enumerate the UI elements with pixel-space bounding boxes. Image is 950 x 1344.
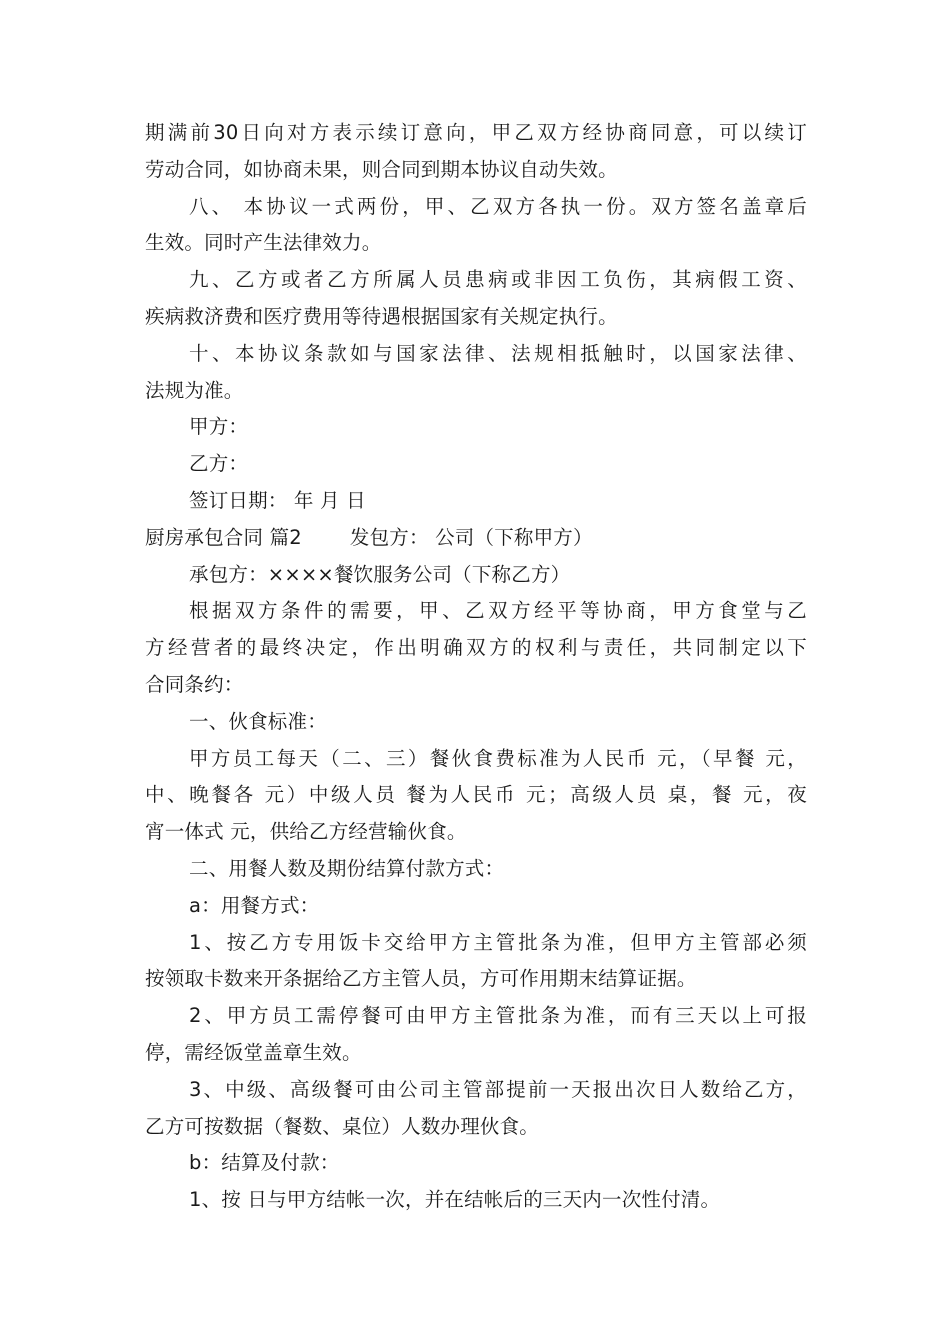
text-line	[145, 262, 807, 299]
line-text: 二、用餐人数及期份结算付款方式：	[189, 856, 505, 880]
line-text: 八、 本协议一式两份，甲、乙双方各执一份。双方签名盖章后	[189, 194, 807, 218]
document-body	[145, 115, 807, 1219]
line-text: 十、本协议条款如与国家法律、法规相抵触时，以国家法律、	[189, 341, 807, 365]
text-line	[145, 667, 807, 704]
text-line	[145, 336, 807, 373]
text-line	[145, 557, 807, 594]
text-line	[145, 777, 807, 814]
text-line	[145, 373, 807, 410]
line-text: 生效。同时产生法律效力。	[145, 231, 382, 255]
text-line	[145, 225, 807, 262]
text-line	[145, 851, 807, 888]
party-label: 发包方： 公司（下称甲方）	[349, 525, 593, 549]
text-line	[145, 630, 807, 667]
line-text: 1、按 日与甲方结帐一次，并在结帐后的三天内一次性付清。	[189, 1188, 721, 1212]
line-text: 签订日期： 年 月 日	[189, 488, 366, 512]
text-line	[145, 741, 807, 778]
line-text: 3、中级、高级餐可由公司主管部提前一天报出次日人数给乙方，	[189, 1077, 807, 1101]
section-heading: 厨房承包合同 篇2	[145, 525, 302, 549]
line-text: 1、按乙方专用饭卡交给甲方主管批条为准，但甲方主管部必须	[189, 930, 807, 954]
text-line	[145, 704, 807, 741]
line-text: 法规为准。	[145, 378, 244, 402]
line-text: 期满前30日向对方表示续订意向，甲乙双方经协商同意，可以续订	[145, 121, 807, 144]
line-text: 甲方员工每天（二、三）餐伙食费标准为人民币 元，（早餐 元，	[189, 746, 807, 770]
line-text: 乙方：	[189, 452, 249, 476]
line-text: 合同条约：	[145, 672, 244, 696]
line-text: 停，需经饭堂盖章生效。	[145, 1040, 362, 1064]
line-text: b：结算及付款：	[189, 1151, 340, 1175]
line-text: 2、甲方员工需停餐可由甲方主管批条为准，而有三天以上可报	[189, 1004, 807, 1028]
text-line	[145, 998, 807, 1035]
text-line	[145, 814, 807, 851]
text-line	[145, 961, 807, 998]
text-line	[145, 925, 807, 962]
text-line	[145, 409, 807, 446]
text-line	[145, 1182, 807, 1219]
text-line	[145, 1035, 807, 1072]
line-text: a：用餐方式：	[189, 893, 320, 917]
text-line	[145, 1072, 807, 1109]
text-line	[145, 1109, 807, 1146]
line-text: 宵一体式 元，供给乙方经营输伙食。	[145, 820, 467, 844]
line-text: 疾病救济费和医疗费用等待遇根据国家有关规定执行。	[145, 304, 618, 328]
line-text: 中、晚餐各 元）中级人员 餐为人民币 元；高级人员 桌，餐 元，夜	[145, 783, 807, 807]
text-line	[145, 520, 807, 557]
text-line	[145, 152, 807, 189]
text-line	[145, 115, 807, 152]
line-text: 根据双方条件的需要，甲、乙双方经平等协商，甲方食堂与乙	[189, 599, 807, 623]
text-line	[145, 189, 807, 226]
text-line	[145, 299, 807, 336]
line-text: 甲方：	[189, 415, 249, 439]
text-line	[145, 446, 807, 483]
line-text: 方经营者的最终决定，作出明确双方的权利与责任，共同制定以下	[145, 636, 807, 660]
text-line	[145, 1145, 807, 1182]
line-text: 乙方可按数据（餐数、桌位）人数办理伙食。	[145, 1114, 540, 1138]
text-line	[145, 593, 807, 630]
line-text: 九、乙方或者乙方所属人员患病或非因工负伤，其病假工资、	[189, 268, 807, 292]
line-text: 按领取卡数来开条据给乙方主管人员，方可作用期末结算证据。	[145, 967, 697, 991]
line-text: 劳动合同，如协商未果，则合同到期本协议自动失效。	[145, 157, 618, 181]
text-line	[145, 888, 807, 925]
line-text: 一、伙食标准：	[189, 709, 327, 733]
line-text: 承包方：××××餐饮服务公司（下称乙方）	[189, 562, 571, 586]
text-line	[145, 483, 807, 520]
